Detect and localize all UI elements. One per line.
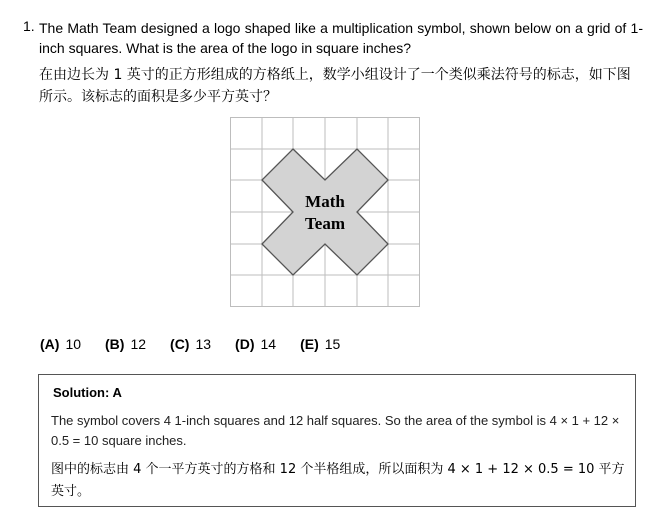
question-text-zh: 在由边长为 1 英寸的正方形组成的方格纸上，数学小组设计了一个类似乘法符号的标志，如下图所示。该标志的面积是多少平方英寸？: [39, 67, 631, 105]
choice-a[interactable]: (A) 10: [40, 336, 82, 352]
choice-d[interactable]: (D) 14: [235, 336, 277, 352]
answer-choices: [40, 336, 364, 352]
question-number: 1.: [23, 18, 35, 34]
logo-label-line2: Team: [305, 214, 345, 233]
logo-figure: [230, 117, 420, 307]
choice-b[interactable]: (B) 12: [105, 336, 147, 352]
question-text-en: The Math Team designed a logo shaped like a multiplication symbol, shown below on a grid of 1-inch squares. What is the area of the logo in square inches?: [39, 20, 643, 56]
choice-c[interactable]: (C) 13: [170, 336, 212, 352]
solution-text-zh: 图中的标志由 4 个一平方英寸的方格和 12 个半格组成，所以面积为 4 × 1 + 12 × 0.5 = 10 平方英寸。: [51, 462, 625, 499]
choice-e[interactable]: (E) 15: [300, 336, 341, 352]
solution-text-en: The symbol covers 4 1-inch squares and 12 half squares. So the area of the symbol is 4 × 1 + 12 × 0.5 = 10 square inches.: [51, 413, 620, 448]
solution-box: [38, 374, 636, 507]
solution-title: Solution: A: [53, 385, 122, 400]
logo-label-line1: Math: [305, 192, 345, 211]
